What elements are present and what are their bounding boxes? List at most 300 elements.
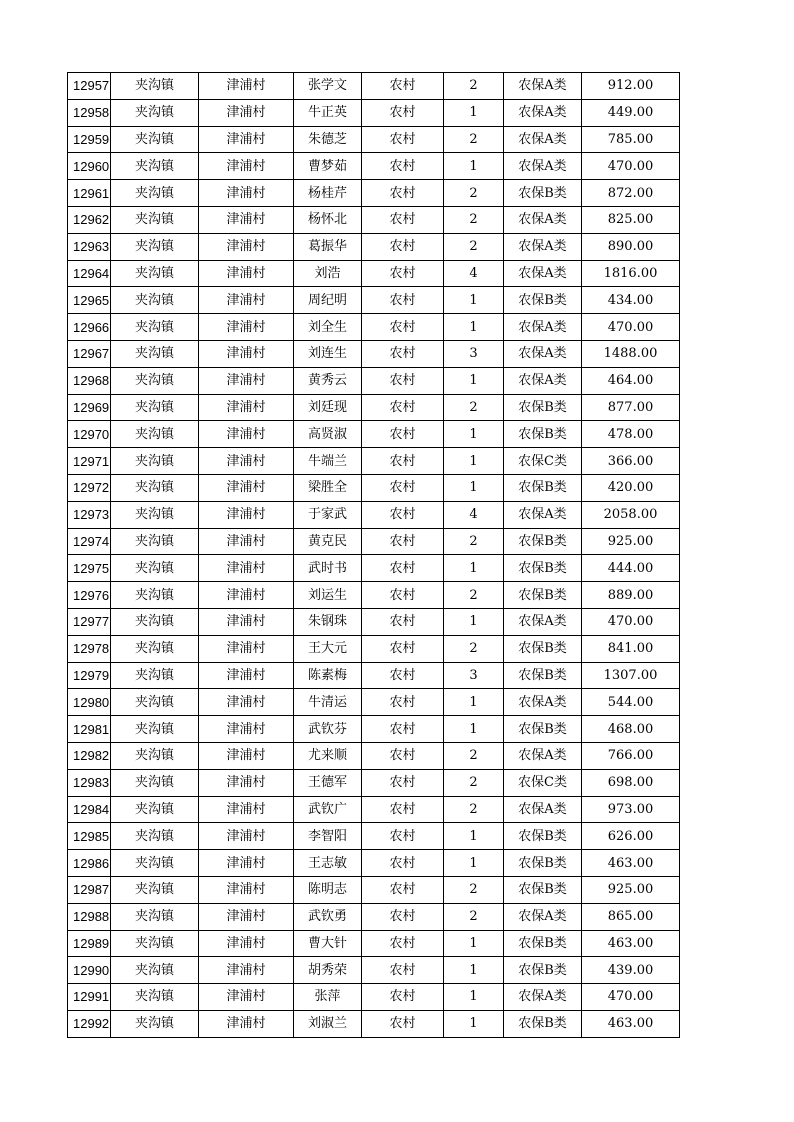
table-row — [68, 742, 680, 769]
table-row — [68, 930, 680, 957]
insurance-category-cell: 农保B类 — [504, 180, 582, 207]
amount-cell: 449.00 — [582, 99, 680, 126]
person-name-cell: 杨怀北 — [294, 206, 362, 233]
town-cell: 夹沟镇 — [111, 287, 199, 314]
table-row — [68, 340, 680, 367]
town-cell: 夹沟镇 — [111, 180, 199, 207]
table-row — [68, 769, 680, 796]
household-count-cell: 2 — [444, 206, 504, 233]
person-name-cell: 于家武 — [294, 501, 362, 528]
record-id-cell: 12958 — [68, 99, 111, 126]
area-type-cell: 农村 — [362, 180, 444, 207]
insurance-category-cell: 农保A类 — [504, 233, 582, 260]
table-row — [68, 689, 680, 716]
town-cell: 夹沟镇 — [111, 769, 199, 796]
insurance-category-cell: 农保A类 — [504, 314, 582, 341]
town-cell: 夹沟镇 — [111, 742, 199, 769]
amount-cell: 434.00 — [582, 287, 680, 314]
person-name-cell: 张学文 — [294, 73, 362, 100]
area-type-cell: 农村 — [362, 474, 444, 501]
person-name-cell: 王德军 — [294, 769, 362, 796]
person-name-cell: 刘廷现 — [294, 394, 362, 421]
town-cell: 夹沟镇 — [111, 582, 199, 609]
table-row — [68, 448, 680, 475]
town-cell: 夹沟镇 — [111, 394, 199, 421]
record-id-cell: 12980 — [68, 689, 111, 716]
person-name-cell: 刘连生 — [294, 340, 362, 367]
household-count-cell: 1 — [444, 287, 504, 314]
household-count-cell: 2 — [444, 742, 504, 769]
record-id-cell: 12974 — [68, 528, 111, 555]
village-cell: 津浦村 — [199, 314, 294, 341]
household-count-cell: 2 — [444, 233, 504, 260]
person-name-cell: 陈素梅 — [294, 662, 362, 689]
insurance-category-cell: 农保C类 — [504, 448, 582, 475]
record-id-cell: 12990 — [68, 957, 111, 984]
insurance-category-cell: 农保B类 — [504, 662, 582, 689]
insurance-category-cell: 农保B类 — [504, 394, 582, 421]
table-row — [68, 474, 680, 501]
record-id-cell: 12987 — [68, 876, 111, 903]
town-cell: 夹沟镇 — [111, 126, 199, 153]
insurance-category-cell: 农保B类 — [504, 474, 582, 501]
area-type-cell: 农村 — [362, 555, 444, 582]
household-count-cell: 2 — [444, 769, 504, 796]
table-row — [68, 367, 680, 394]
village-cell: 津浦村 — [199, 850, 294, 877]
village-cell: 津浦村 — [199, 394, 294, 421]
amount-cell: 464.00 — [582, 367, 680, 394]
table-row — [68, 555, 680, 582]
village-cell: 津浦村 — [199, 448, 294, 475]
record-id-cell: 12986 — [68, 850, 111, 877]
insurance-category-cell: 农保B类 — [504, 555, 582, 582]
amount-cell: 872.00 — [582, 180, 680, 207]
insurance-category-cell: 农保B类 — [504, 850, 582, 877]
household-count-cell: 2 — [444, 635, 504, 662]
village-cell: 津浦村 — [199, 957, 294, 984]
village-cell: 津浦村 — [199, 769, 294, 796]
area-type-cell: 农村 — [362, 1010, 444, 1037]
person-name-cell: 武时书 — [294, 555, 362, 582]
household-count-cell: 2 — [444, 180, 504, 207]
person-name-cell: 朱钢珠 — [294, 608, 362, 635]
record-id-cell: 12982 — [68, 742, 111, 769]
record-id-cell: 12992 — [68, 1010, 111, 1037]
insurance-category-cell: 农保A类 — [504, 73, 582, 100]
insurance-category-cell: 农保B类 — [504, 876, 582, 903]
town-cell: 夹沟镇 — [111, 957, 199, 984]
insurance-category-cell: 农保B类 — [504, 582, 582, 609]
amount-cell: 841.00 — [582, 635, 680, 662]
village-cell: 津浦村 — [199, 180, 294, 207]
person-name-cell: 尤来顺 — [294, 742, 362, 769]
table-row — [68, 850, 680, 877]
household-count-cell: 3 — [444, 662, 504, 689]
area-type-cell: 农村 — [362, 608, 444, 635]
record-id-cell: 12972 — [68, 474, 111, 501]
amount-cell: 366.00 — [582, 448, 680, 475]
area-type-cell: 农村 — [362, 689, 444, 716]
record-id-cell: 12971 — [68, 448, 111, 475]
area-type-cell: 农村 — [362, 206, 444, 233]
record-id-cell: 12979 — [68, 662, 111, 689]
table-row — [68, 314, 680, 341]
area-type-cell: 农村 — [362, 73, 444, 100]
town-cell: 夹沟镇 — [111, 528, 199, 555]
person-name-cell: 黄克民 — [294, 528, 362, 555]
amount-cell: 912.00 — [582, 73, 680, 100]
household-count-cell: 4 — [444, 260, 504, 287]
table-row — [68, 582, 680, 609]
person-name-cell: 张萍 — [294, 984, 362, 1011]
village-cell: 津浦村 — [199, 233, 294, 260]
town-cell: 夹沟镇 — [111, 850, 199, 877]
table-row — [68, 716, 680, 743]
town-cell: 夹沟镇 — [111, 421, 199, 448]
table-body — [68, 73, 680, 1038]
village-cell: 津浦村 — [199, 876, 294, 903]
person-name-cell: 杨桂芹 — [294, 180, 362, 207]
household-count-cell: 1 — [444, 314, 504, 341]
amount-cell: 1816.00 — [582, 260, 680, 287]
town-cell: 夹沟镇 — [111, 448, 199, 475]
insurance-category-cell: 农保C类 — [504, 769, 582, 796]
amount-cell: 544.00 — [582, 689, 680, 716]
area-type-cell: 农村 — [362, 716, 444, 743]
household-count-cell: 1 — [444, 1010, 504, 1037]
table-row — [68, 984, 680, 1011]
person-name-cell: 武钦勇 — [294, 903, 362, 930]
area-type-cell: 农村 — [362, 126, 444, 153]
household-count-cell: 1 — [444, 930, 504, 957]
table-row — [68, 126, 680, 153]
household-count-cell: 1 — [444, 153, 504, 180]
insurance-category-cell: 农保A类 — [504, 367, 582, 394]
person-name-cell: 曹大针 — [294, 930, 362, 957]
town-cell: 夹沟镇 — [111, 903, 199, 930]
record-id-cell: 12985 — [68, 823, 111, 850]
insurance-category-cell: 农保A类 — [504, 153, 582, 180]
amount-cell: 925.00 — [582, 876, 680, 903]
town-cell: 夹沟镇 — [111, 716, 199, 743]
area-type-cell: 农村 — [362, 287, 444, 314]
amount-cell: 865.00 — [582, 903, 680, 930]
amount-cell: 825.00 — [582, 206, 680, 233]
insurance-category-cell: 农保A类 — [504, 340, 582, 367]
amount-cell: 463.00 — [582, 850, 680, 877]
insurance-category-cell: 农保A类 — [504, 501, 582, 528]
table-row — [68, 287, 680, 314]
village-cell: 津浦村 — [199, 555, 294, 582]
amount-cell: 925.00 — [582, 528, 680, 555]
table-row — [68, 528, 680, 555]
village-cell: 津浦村 — [199, 662, 294, 689]
person-name-cell: 刘浩 — [294, 260, 362, 287]
record-id-cell: 12963 — [68, 233, 111, 260]
village-cell: 津浦村 — [199, 73, 294, 100]
insurance-category-cell: 农保B类 — [504, 716, 582, 743]
area-type-cell: 农村 — [362, 876, 444, 903]
record-id-cell: 12989 — [68, 930, 111, 957]
village-cell: 津浦村 — [199, 126, 294, 153]
amount-cell: 420.00 — [582, 474, 680, 501]
village-cell: 津浦村 — [199, 930, 294, 957]
record-id-cell: 12957 — [68, 73, 111, 100]
town-cell: 夹沟镇 — [111, 367, 199, 394]
village-cell: 津浦村 — [199, 421, 294, 448]
village-cell: 津浦村 — [199, 153, 294, 180]
person-name-cell: 武钦广 — [294, 796, 362, 823]
insurance-category-cell: 农保A类 — [504, 689, 582, 716]
area-type-cell: 农村 — [362, 421, 444, 448]
insurance-category-cell: 农保B类 — [504, 823, 582, 850]
amount-cell: 1307.00 — [582, 662, 680, 689]
amount-cell: 470.00 — [582, 153, 680, 180]
person-name-cell: 梁胜全 — [294, 474, 362, 501]
person-name-cell: 牛正英 — [294, 99, 362, 126]
insurance-category-cell: 农保B类 — [504, 1010, 582, 1037]
area-type-cell: 农村 — [362, 582, 444, 609]
area-type-cell: 农村 — [362, 394, 444, 421]
town-cell: 夹沟镇 — [111, 153, 199, 180]
area-type-cell: 农村 — [362, 850, 444, 877]
town-cell: 夹沟镇 — [111, 73, 199, 100]
record-id-cell: 12961 — [68, 180, 111, 207]
person-name-cell: 胡秀荣 — [294, 957, 362, 984]
household-count-cell: 1 — [444, 689, 504, 716]
table-row — [68, 73, 680, 100]
record-id-cell: 12975 — [68, 555, 111, 582]
amount-cell: 890.00 — [582, 233, 680, 260]
amount-cell: 889.00 — [582, 582, 680, 609]
household-count-cell: 1 — [444, 99, 504, 126]
record-id-cell: 12969 — [68, 394, 111, 421]
amount-cell: 877.00 — [582, 394, 680, 421]
household-count-cell: 2 — [444, 796, 504, 823]
table-row — [68, 876, 680, 903]
town-cell: 夹沟镇 — [111, 474, 199, 501]
amount-cell: 478.00 — [582, 421, 680, 448]
insurance-category-cell: 农保B类 — [504, 957, 582, 984]
household-count-cell: 1 — [444, 367, 504, 394]
village-cell: 津浦村 — [199, 367, 294, 394]
town-cell: 夹沟镇 — [111, 340, 199, 367]
table-row — [68, 957, 680, 984]
area-type-cell: 农村 — [362, 957, 444, 984]
amount-cell: 973.00 — [582, 796, 680, 823]
person-name-cell: 牛清运 — [294, 689, 362, 716]
insurance-category-cell: 农保B类 — [504, 421, 582, 448]
village-cell: 津浦村 — [199, 99, 294, 126]
amount-cell: 766.00 — [582, 742, 680, 769]
village-cell: 津浦村 — [199, 474, 294, 501]
household-count-cell: 2 — [444, 582, 504, 609]
area-type-cell: 农村 — [362, 769, 444, 796]
person-name-cell: 周纪明 — [294, 287, 362, 314]
household-count-cell: 1 — [444, 448, 504, 475]
person-name-cell: 刘淑兰 — [294, 1010, 362, 1037]
amount-cell: 626.00 — [582, 823, 680, 850]
record-id-cell: 12965 — [68, 287, 111, 314]
area-type-cell: 农村 — [362, 367, 444, 394]
area-type-cell: 农村 — [362, 233, 444, 260]
person-name-cell: 王大元 — [294, 635, 362, 662]
insurance-category-cell: 农保A类 — [504, 99, 582, 126]
area-type-cell: 农村 — [362, 340, 444, 367]
insurance-category-cell: 农保B类 — [504, 287, 582, 314]
town-cell: 夹沟镇 — [111, 501, 199, 528]
village-cell: 津浦村 — [199, 903, 294, 930]
household-count-cell: 1 — [444, 555, 504, 582]
area-type-cell: 农村 — [362, 635, 444, 662]
area-type-cell: 农村 — [362, 823, 444, 850]
insurance-category-cell: 农保B类 — [504, 930, 582, 957]
table-row — [68, 823, 680, 850]
person-name-cell: 葛振华 — [294, 233, 362, 260]
village-cell: 津浦村 — [199, 742, 294, 769]
area-type-cell: 农村 — [362, 662, 444, 689]
amount-cell: 785.00 — [582, 126, 680, 153]
person-name-cell: 牛端兰 — [294, 448, 362, 475]
table-row — [68, 635, 680, 662]
table-row — [68, 394, 680, 421]
table-row — [68, 796, 680, 823]
household-count-cell: 2 — [444, 903, 504, 930]
village-cell: 津浦村 — [199, 501, 294, 528]
person-name-cell: 王志敏 — [294, 850, 362, 877]
amount-cell: 2058.00 — [582, 501, 680, 528]
person-name-cell: 刘运生 — [294, 582, 362, 609]
amount-cell: 444.00 — [582, 555, 680, 582]
village-cell: 津浦村 — [199, 340, 294, 367]
town-cell: 夹沟镇 — [111, 689, 199, 716]
town-cell: 夹沟镇 — [111, 260, 199, 287]
table-row — [68, 206, 680, 233]
household-count-cell: 2 — [444, 126, 504, 153]
record-id-cell: 12981 — [68, 716, 111, 743]
town-cell: 夹沟镇 — [111, 876, 199, 903]
amount-cell: 470.00 — [582, 314, 680, 341]
household-count-cell: 2 — [444, 876, 504, 903]
area-type-cell: 农村 — [362, 153, 444, 180]
household-count-cell: 2 — [444, 73, 504, 100]
village-cell: 津浦村 — [199, 984, 294, 1011]
household-count-cell: 4 — [444, 501, 504, 528]
area-type-cell: 农村 — [362, 448, 444, 475]
record-id-cell: 12973 — [68, 501, 111, 528]
record-id-cell: 12964 — [68, 260, 111, 287]
insurance-category-cell: 农保A类 — [504, 206, 582, 233]
table-row — [68, 260, 680, 287]
record-id-cell: 12966 — [68, 314, 111, 341]
insurance-category-cell: 农保A类 — [504, 796, 582, 823]
person-name-cell: 陈明志 — [294, 876, 362, 903]
record-id-cell: 12959 — [68, 126, 111, 153]
town-cell: 夹沟镇 — [111, 608, 199, 635]
insurance-category-cell: 农保A类 — [504, 984, 582, 1011]
village-cell: 津浦村 — [199, 582, 294, 609]
record-id-cell: 12976 — [68, 582, 111, 609]
insurance-category-cell: 农保A类 — [504, 742, 582, 769]
amount-cell: 468.00 — [582, 716, 680, 743]
table-row — [68, 903, 680, 930]
record-id-cell: 12977 — [68, 608, 111, 635]
village-cell: 津浦村 — [199, 823, 294, 850]
village-cell: 津浦村 — [199, 260, 294, 287]
insurance-category-cell: 农保B类 — [504, 528, 582, 555]
record-id-cell: 12960 — [68, 153, 111, 180]
household-count-cell: 2 — [444, 528, 504, 555]
amount-cell: 439.00 — [582, 957, 680, 984]
village-cell: 津浦村 — [199, 528, 294, 555]
person-name-cell: 曹梦茹 — [294, 153, 362, 180]
insurance-category-cell: 农保A类 — [504, 903, 582, 930]
table-row — [68, 501, 680, 528]
area-type-cell: 农村 — [362, 930, 444, 957]
record-id-cell: 12983 — [68, 769, 111, 796]
table-row — [68, 153, 680, 180]
town-cell: 夹沟镇 — [111, 233, 199, 260]
person-name-cell: 朱德芝 — [294, 126, 362, 153]
person-name-cell: 李智阳 — [294, 823, 362, 850]
town-cell: 夹沟镇 — [111, 662, 199, 689]
table-row — [68, 233, 680, 260]
insurance-category-cell: 农保A类 — [504, 608, 582, 635]
table-row — [68, 608, 680, 635]
record-id-cell: 12978 — [68, 635, 111, 662]
town-cell: 夹沟镇 — [111, 99, 199, 126]
town-cell: 夹沟镇 — [111, 555, 199, 582]
record-id-cell: 12962 — [68, 206, 111, 233]
household-count-cell: 1 — [444, 823, 504, 850]
area-type-cell: 农村 — [362, 742, 444, 769]
town-cell: 夹沟镇 — [111, 984, 199, 1011]
amount-cell: 463.00 — [582, 1010, 680, 1037]
area-type-cell: 农村 — [362, 501, 444, 528]
insurance-category-cell: 农保A类 — [504, 260, 582, 287]
record-id-cell: 12991 — [68, 984, 111, 1011]
table-row — [68, 1010, 680, 1037]
table-row — [68, 421, 680, 448]
table-row — [68, 180, 680, 207]
person-name-cell: 武钦芬 — [294, 716, 362, 743]
household-count-cell: 1 — [444, 716, 504, 743]
household-count-cell: 1 — [444, 608, 504, 635]
household-count-cell: 1 — [444, 984, 504, 1011]
area-type-cell: 农村 — [362, 260, 444, 287]
table-row — [68, 662, 680, 689]
amount-cell: 463.00 — [582, 930, 680, 957]
area-type-cell: 农村 — [362, 903, 444, 930]
household-count-cell: 2 — [444, 394, 504, 421]
household-count-cell: 1 — [444, 957, 504, 984]
town-cell: 夹沟镇 — [111, 206, 199, 233]
person-name-cell: 刘全生 — [294, 314, 362, 341]
household-count-cell: 3 — [444, 340, 504, 367]
amount-cell: 1488.00 — [582, 340, 680, 367]
village-cell: 津浦村 — [199, 796, 294, 823]
person-name-cell: 黄秀云 — [294, 367, 362, 394]
household-count-cell: 1 — [444, 474, 504, 501]
insurance-category-cell: 农保B类 — [504, 635, 582, 662]
town-cell: 夹沟镇 — [111, 1010, 199, 1037]
area-type-cell: 农村 — [362, 796, 444, 823]
amount-cell: 698.00 — [582, 769, 680, 796]
village-cell: 津浦村 — [199, 287, 294, 314]
town-cell: 夹沟镇 — [111, 796, 199, 823]
village-cell: 津浦村 — [199, 689, 294, 716]
